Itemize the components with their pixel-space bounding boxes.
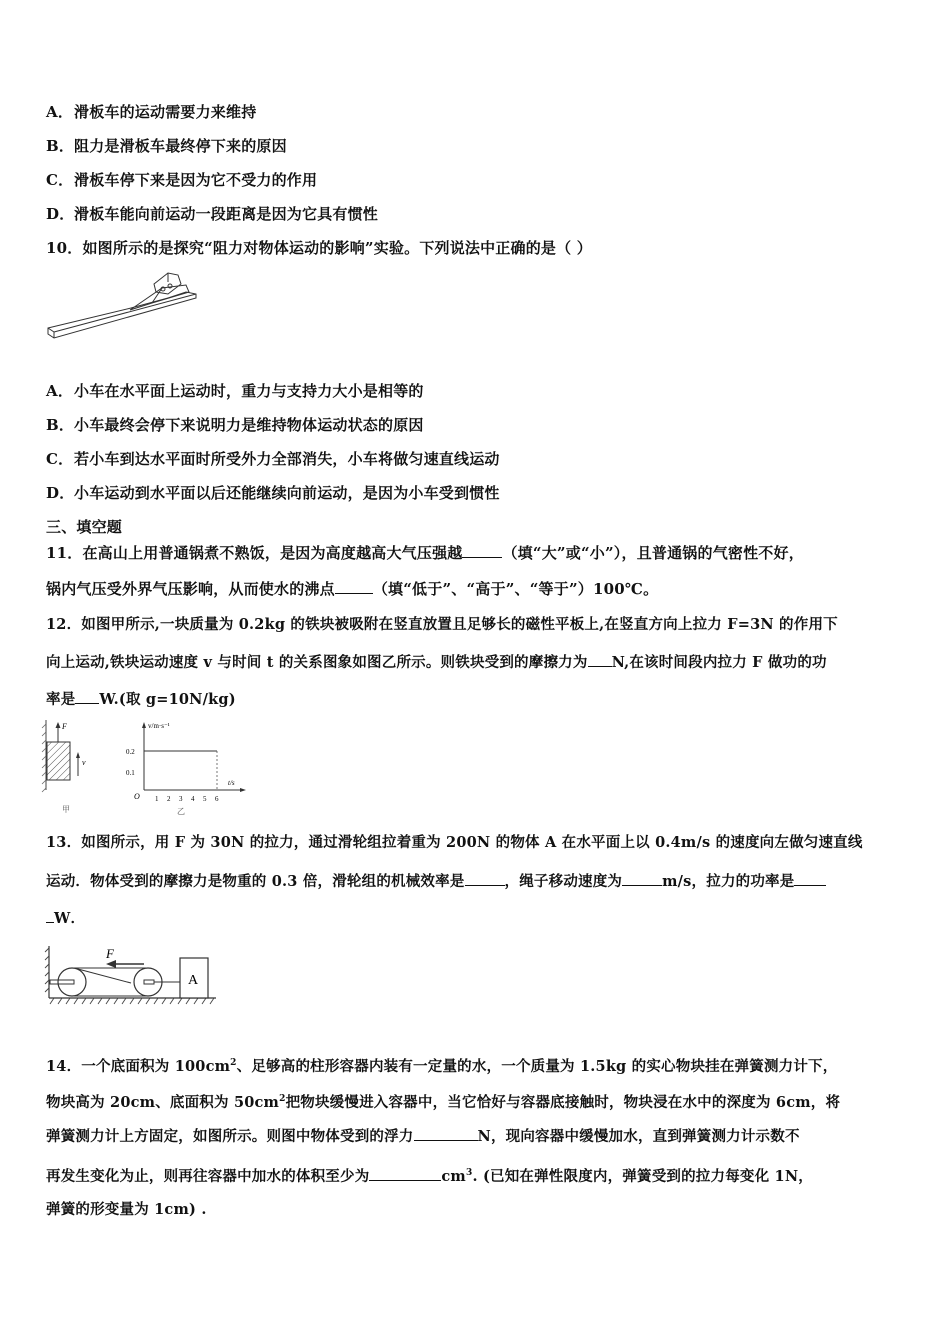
q10-stem: 10．如图所示的是探究“阻力对物体运动的影响”实验。下列说法中正确的是（ ） xyxy=(46,239,592,257)
q9-option-c xyxy=(46,170,317,190)
x-tick: 2 xyxy=(167,795,171,803)
q13-line-2 xyxy=(46,871,826,892)
option-text: 小车在水平面上运动时，重力与支持力大小是相等的 xyxy=(74,382,424,400)
q12-line-2 xyxy=(46,652,827,673)
option-text: 若小车到达水平面时所受外力全部消失，小车将做匀速直线运动 xyxy=(74,450,500,468)
figure-label-jia: 甲 xyxy=(62,805,70,814)
figure-yi-vt-chart xyxy=(122,718,252,818)
text: 物块高为 20cm、底面积为 50cm xyxy=(46,1093,280,1111)
option-text: 小车最终会停下来说明力是维持物体运动状态的原因 xyxy=(74,416,424,434)
option-text: 阻力是滑板车最终停下来的原因 xyxy=(74,137,287,155)
answer-blank[interactable] xyxy=(465,871,505,886)
text: 率是 xyxy=(46,691,76,708)
pulley-system-figure xyxy=(44,940,224,1020)
figure-jia-magnetic-block xyxy=(40,718,100,818)
text: 向上运动,铁块运动速度 v 与时间 t 的关系图象如图乙所示。则铁块受到的摩擦力为 xyxy=(46,654,588,671)
text: 再发生变化为止，则再往容器中加水的体积至少为 xyxy=(46,1167,370,1185)
superscript: 2 xyxy=(230,1058,237,1068)
option-text: 滑板车的运动需要力来维持 xyxy=(74,103,257,121)
q12-line-1: 12．如图甲所示,一块质量为 0.2kg 的铁块被吸附在竖直放置且足够长的磁性平板上,在竖直方向上拉力 F=3N 的作用下 xyxy=(46,616,838,633)
q13-line-1: 13．如图所示，用 F 为 30N 的拉力，通过滑轮组拉着重为 200N 的物体 A 在水平面上以 0.4m/s 的速度向左做匀速直线 xyxy=(46,834,863,851)
x-tick: 6 xyxy=(215,795,219,803)
q14-line-2 xyxy=(46,1089,840,1113)
option-text: 小车运动到水平面以后还能继续向前运动，是因为小车受到惯性 xyxy=(74,484,500,502)
q14-line-5: 弹簧的形变量为 1cm) . xyxy=(46,1201,207,1218)
answer-blank[interactable] xyxy=(622,871,662,886)
force-label: F xyxy=(62,722,67,731)
answer-blank[interactable] xyxy=(414,1126,478,1141)
q10-option-c xyxy=(46,449,500,469)
option-label: B． xyxy=(46,137,75,155)
text: （填“大”或“小”），且普通锅的气密性不好， xyxy=(502,544,804,562)
q10-option-b xyxy=(46,415,424,435)
section-title: 三、填空题 xyxy=(46,518,123,536)
option-label: A． xyxy=(46,103,74,121)
answer-blank[interactable] xyxy=(46,908,54,923)
superscript: 3 xyxy=(465,1168,473,1178)
x-tick: 3 xyxy=(179,795,183,803)
text: W.(取 g=10N/kg) xyxy=(99,691,236,708)
option-label: D． xyxy=(46,205,75,223)
option-text: 滑板车能向前运动一段距离是因为它具有惯性 xyxy=(74,205,379,223)
text: cm xyxy=(441,1167,466,1185)
q11-line-1 xyxy=(46,543,804,563)
q9-option-a xyxy=(46,102,256,122)
x-tick: 4 xyxy=(191,795,195,803)
answer-blank[interactable] xyxy=(588,652,612,667)
origin-label: O xyxy=(134,792,140,801)
text: 运动．物体受到的摩擦力是物重的 0.3 倍，滑轮组的机械效率是 xyxy=(46,873,465,890)
superscript: 2 xyxy=(279,1094,286,1104)
option-text: 滑板车停下来是因为它不受力的作用 xyxy=(74,171,318,189)
text: W． xyxy=(54,910,86,927)
text: 锅内气压受外界气压影响，从而使水的沸点 xyxy=(46,580,335,598)
x-axis-label: t/s xyxy=(228,779,235,787)
y-tick: 0.1 xyxy=(126,769,135,777)
text: （填“低于”、“高于”、“等于”）100℃。 xyxy=(372,580,659,598)
q14-line-1 xyxy=(46,1053,837,1077)
q9-option-b xyxy=(46,136,287,156)
q11-line-2 xyxy=(46,579,658,599)
q10-option-a xyxy=(46,381,424,401)
answer-blank[interactable] xyxy=(75,689,99,704)
q10-option-d xyxy=(46,483,500,503)
answer-blank[interactable] xyxy=(335,579,373,594)
option-label: C． xyxy=(46,171,74,189)
y-tick: 0.2 xyxy=(126,748,135,756)
text: . (已知在弹性限度内，弹簧受到的拉力每变化 1N， xyxy=(472,1167,813,1185)
text: N,在该时间段内拉力 F 做功的功 xyxy=(611,654,827,671)
answer-blank[interactable] xyxy=(462,543,502,558)
block-label: A xyxy=(188,973,199,988)
option-label: D． xyxy=(46,484,75,502)
text: 14．一个底面积为 100cm xyxy=(46,1057,231,1075)
text: 、足够高的柱形容器内装有一定量的水，一个质量为 1.5kg 的实心物块挂在弹簧测力计下， xyxy=(236,1057,838,1075)
q14-line-4 xyxy=(46,1163,813,1187)
q13-line-3 xyxy=(46,908,85,929)
figure-label-yi: 乙 xyxy=(177,807,185,816)
q9-option-d xyxy=(46,204,378,224)
option-label: A． xyxy=(46,382,74,400)
x-tick: 5 xyxy=(203,795,207,803)
ramp-cart-figure xyxy=(46,270,216,352)
text: N，现向容器中缓慢加水，直到弹簧测力计示数不 xyxy=(477,1128,800,1145)
text: m/s，拉力的功率是 xyxy=(662,873,795,890)
velocity-label: v xyxy=(82,758,86,767)
text: 弹簧测力计上方固定，如图所示。则图中物体受到的浮力 xyxy=(46,1128,414,1145)
force-label: F xyxy=(106,946,114,961)
text: 11．在高山上用普通锅煮不熟饭，是因为高度越高大气压强越 xyxy=(46,544,463,562)
text: ，绳子移动速度为 xyxy=(504,873,623,890)
text: 把物块缓慢进入容器中，当它恰好与容器底接触时，物块浸在水中的深度为 6cm，将 xyxy=(285,1093,841,1111)
x-tick: 1 xyxy=(155,795,159,803)
q14-line-3 xyxy=(46,1126,800,1147)
answer-blank[interactable] xyxy=(794,871,826,886)
option-label: C． xyxy=(46,450,74,468)
answer-blank[interactable] xyxy=(369,1166,441,1181)
y-axis-label: v/m·s⁻¹ xyxy=(148,722,170,730)
q12-line-3 xyxy=(46,689,236,710)
option-label: B． xyxy=(46,416,75,434)
